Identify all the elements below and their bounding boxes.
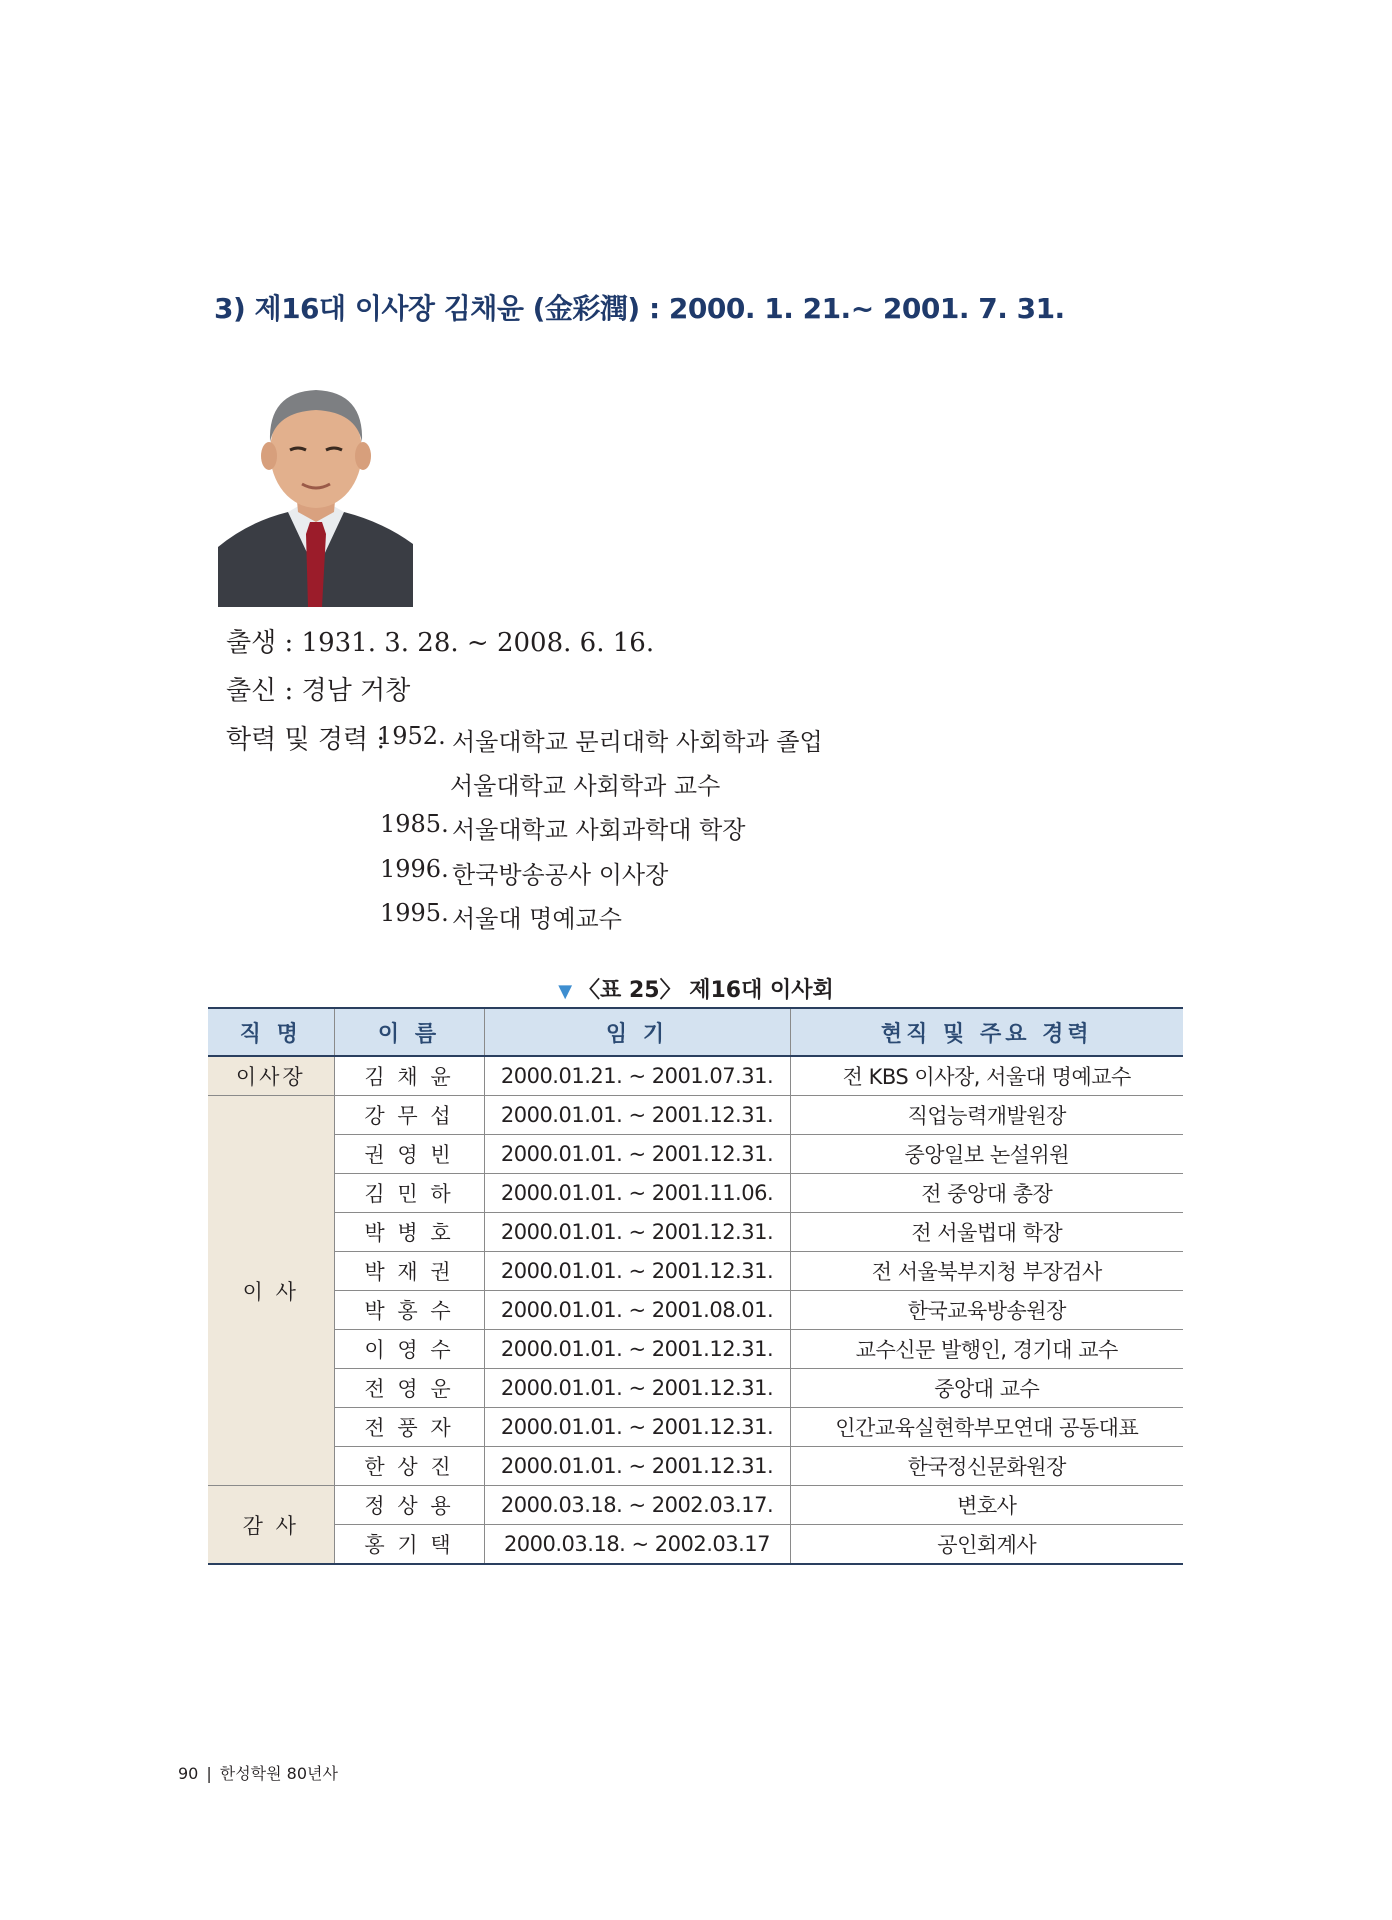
career-year: 1952.: [377, 722, 446, 750]
member-name: 박 재 권: [334, 1252, 484, 1291]
role-auditors: 감 사: [208, 1486, 334, 1565]
table-row: [208, 1096, 1183, 1135]
member-career: 전 중앙대 총장: [790, 1174, 1183, 1213]
member-name: 권 영 빈: [334, 1135, 484, 1174]
triangle-down-icon: ▼: [558, 981, 573, 1002]
birth-label: 출생 :: [226, 628, 302, 658]
header-term: 임 기: [484, 1008, 790, 1056]
member-term: 2000.01.01. ~ 2001.12.31.: [484, 1369, 790, 1408]
role-chair: 이사장: [208, 1056, 334, 1096]
member-name: 홍 기 택: [334, 1525, 484, 1565]
member-term: 2000.03.18. ~ 2002.03.17.: [484, 1486, 790, 1525]
member-term: 2000.01.01. ~ 2001.12.31.: [484, 1447, 790, 1486]
member-name: 한 상 진: [334, 1447, 484, 1486]
member-career: 직업능력개발원장: [790, 1096, 1183, 1135]
member-career: 변호사: [790, 1486, 1183, 1525]
table-row: [208, 1056, 1183, 1096]
origin-label: 출신 :: [226, 676, 302, 706]
role-directors: 이 사: [208, 1096, 334, 1486]
member-career: 전 서울법대 학장: [790, 1213, 1183, 1252]
table-caption: [0, 973, 1392, 1004]
career-desc: 한국방송공사 이사장: [452, 861, 669, 889]
table-caption-text: 〈표 25〉 제16대 이사회: [578, 978, 834, 1003]
career-year: 1985.: [380, 810, 449, 838]
member-term: 2000.01.01. ~ 2001.12.31.: [484, 1252, 790, 1291]
birth-line: [226, 622, 654, 659]
member-term: 2000.01.01. ~ 2001.12.31.: [484, 1135, 790, 1174]
header-name: 이 름: [334, 1008, 484, 1056]
header-position: 직 명: [208, 1008, 334, 1056]
board-table: [208, 1007, 1183, 1565]
table-row: [208, 1447, 1183, 1486]
member-term: 2000.01.01. ~ 2001.12.31.: [484, 1213, 790, 1252]
member-term: 2000.01.21. ~ 2001.07.31.: [484, 1056, 790, 1096]
member-career: 공인회계사: [790, 1525, 1183, 1565]
portrait-photo: [218, 372, 413, 607]
section-heading: 3) 제16대 이사장 김채윤 (金彩潤) : 2000. 1. 21.~ 2001. 7. 31.: [214, 292, 1065, 325]
table-row: [208, 1174, 1183, 1213]
member-term: 2000.01.01. ~ 2001.12.31.: [484, 1096, 790, 1135]
career-label: 학력 및 경력 :: [226, 725, 386, 755]
career-label-line: [226, 719, 385, 756]
member-career: 한국정신문화원장: [790, 1447, 1183, 1486]
table-row: [208, 1408, 1183, 1447]
member-career: 전 KBS 이사장, 서울대 명예교수: [790, 1056, 1183, 1096]
member-career: 중앙대 교수: [790, 1369, 1183, 1408]
table-row: [208, 1486, 1183, 1525]
page-number: 90: [178, 1764, 199, 1783]
career-desc: 서울대학교 문리대학 사회학과 졸업: [452, 728, 823, 756]
career-year: 1996.: [380, 855, 449, 883]
table-row: [208, 1525, 1183, 1565]
page-footer: [178, 1761, 338, 1784]
table-row: [208, 1135, 1183, 1174]
member-name: 이 영 수: [334, 1330, 484, 1369]
table-row: [208, 1369, 1183, 1408]
header-career: 현직 및 주요 경력: [790, 1008, 1183, 1056]
career-desc: 서울대 명예교수: [452, 905, 622, 933]
table-header-row: [208, 1008, 1183, 1056]
member-career: 전 서울북부지청 부장검사: [790, 1252, 1183, 1291]
member-name: 정 상 용: [334, 1486, 484, 1525]
career-desc: 서울대학교 사회과학대 학장: [452, 816, 746, 844]
member-career: 교수신문 발행인, 경기대 교수: [790, 1330, 1183, 1369]
member-term: 2000.01.01. ~ 2001.08.01.: [484, 1291, 790, 1330]
portrait-photo-icon: [218, 372, 413, 607]
table-row: [208, 1213, 1183, 1252]
member-term: 2000.03.18. ~ 2002.03.17: [484, 1525, 790, 1565]
member-name: 박 병 호: [334, 1213, 484, 1252]
table-row: [208, 1330, 1183, 1369]
member-term: 2000.01.01. ~ 2001.11.06.: [484, 1174, 790, 1213]
origin-line: [226, 670, 410, 707]
table-row: [208, 1252, 1183, 1291]
member-name: 김 민 하: [334, 1174, 484, 1213]
member-name: 전 영 운: [334, 1369, 484, 1408]
career-year: 1995.: [380, 899, 449, 927]
member-career: 중앙일보 논설위원: [790, 1135, 1183, 1174]
table-row: [208, 1291, 1183, 1330]
member-term: 2000.01.01. ~ 2001.12.31.: [484, 1408, 790, 1447]
member-name: 강 무 섭: [334, 1096, 484, 1135]
member-name: 박 홍 수: [334, 1291, 484, 1330]
member-name: 전 풍 자: [334, 1408, 484, 1447]
member-career: 인간교육실현학부모연대 공동대표: [790, 1408, 1183, 1447]
member-name: 김 채 윤: [334, 1056, 484, 1096]
birth-value: 1931. 3. 28. ~ 2008. 6. 16.: [301, 628, 655, 658]
origin-value: 경남 거창: [301, 676, 411, 706]
book-title: 한성학원 80년사: [219, 1764, 338, 1783]
member-term: 2000.01.01. ~ 2001.12.31.: [484, 1330, 790, 1369]
member-career: 한국교육방송원장: [790, 1291, 1183, 1330]
footer-separator: |: [206, 1764, 212, 1783]
career-desc: 서울대학교 사회학과 교수: [450, 772, 721, 800]
